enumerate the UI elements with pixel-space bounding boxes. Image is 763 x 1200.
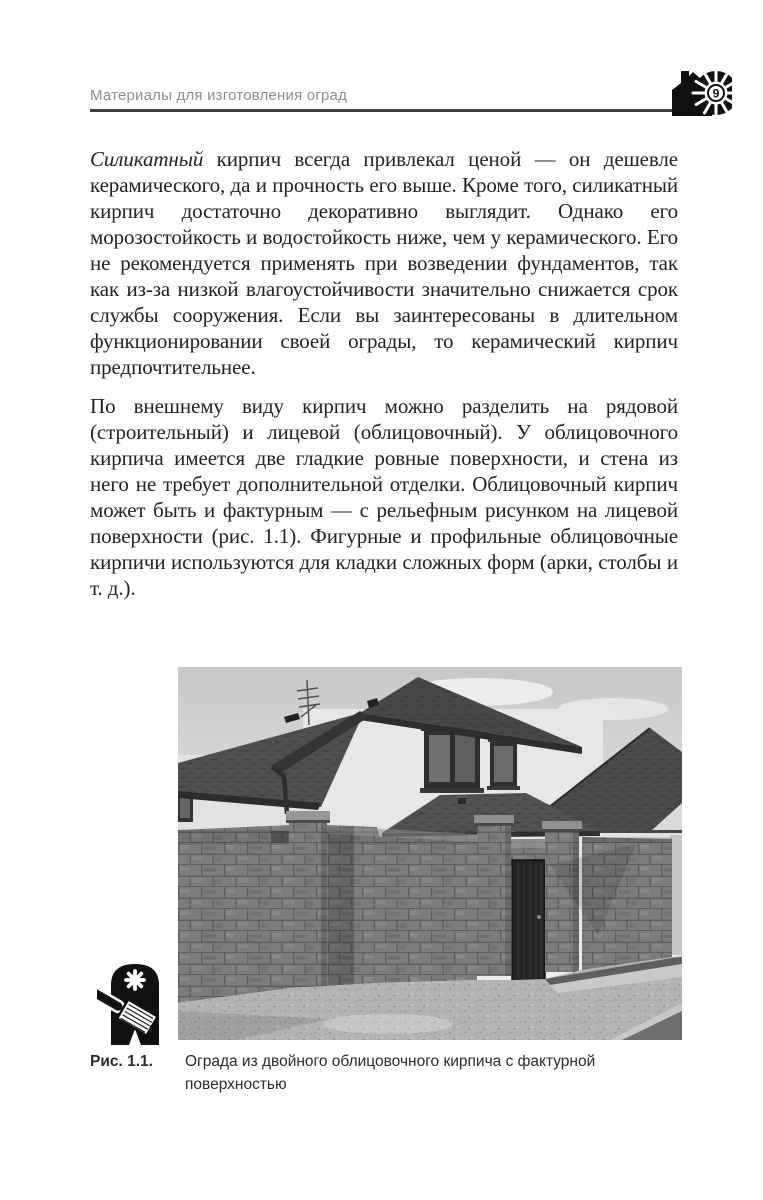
paragraph-text: кирпич всегда привлекал ценой — он дешевле керамического, да и прочность его выше. Кроме того, силикатный кирпич достаточно декоративно выглядит. Однако его морозостойкость и водостойкость ниже, чем у керамического. Его не рекомендуется применять при возведении фундаментов, так как из-за низкой влагоустойчивости значительно снижается срок службы сооружения. Если вы заинтересованы в длительном функционировании своей ограды, то керамический кирпич предпочтительнее. (90, 147, 678, 379)
figure-photo (178, 667, 682, 1040)
figure-label: Рис. 1.1. (90, 1053, 153, 1070)
running-head-title: Материалы для изготовления оград (90, 87, 348, 104)
house-icon (654, 58, 732, 122)
paragraph-brick-types (90, 393, 678, 601)
figure-caption-text: Ограда из двойного облицовочного кирпича с фактурной поверхностью (185, 1053, 596, 1093)
asterisk-glyph (126, 971, 144, 989)
figure-caption (90, 1050, 665, 1096)
paragraph-lead-italic: Силикатный (90, 147, 204, 171)
body-text (90, 146, 678, 601)
paragraph-text: По внешнему виду кирпич можно разделить на рядовой (строительный) и лицевой (облицовочный). У облицовочного кирпича имеется две гладкие ровные поверхности, и стена из него не требует дополнительной отделки. Облицовочный кирпич может быть и фактурным — с рельефным рисунком на лицевой поверхности (рис. 1.1). Фигурные и профильные облицовочные кирпичи используются для кладки сложных форм (арки, столбы и т. д.). (90, 394, 678, 600)
page-number: 9 (712, 86, 720, 101)
paragraph-silicate-brick (90, 146, 678, 380)
header-rule (90, 109, 700, 112)
photo-gate-door (512, 860, 545, 980)
paintbrush-icon (97, 957, 173, 1049)
